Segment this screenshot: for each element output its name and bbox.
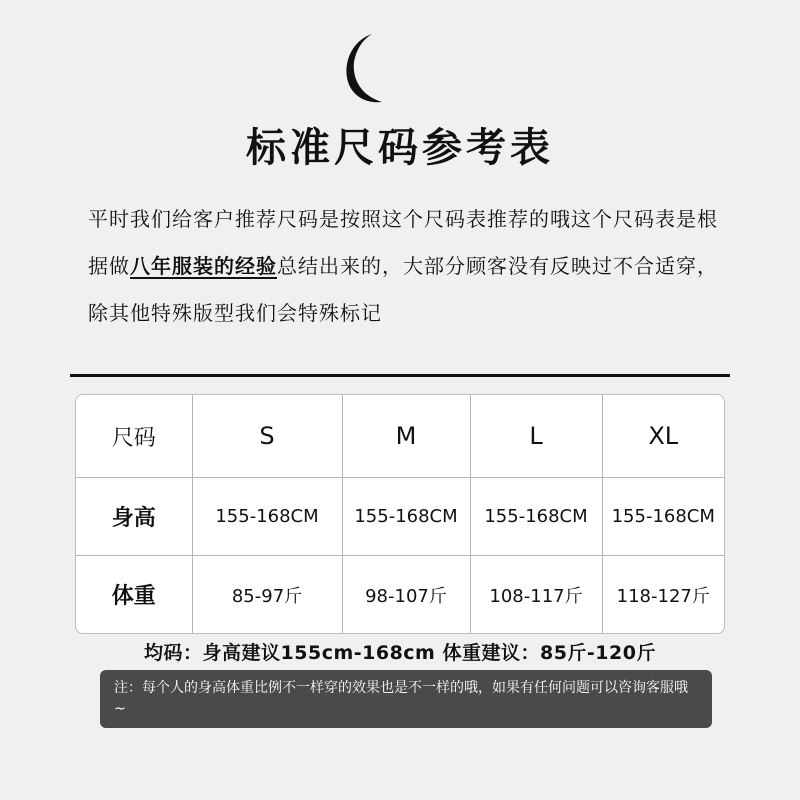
crescent-moon-icon — [338, 32, 388, 104]
table-row — [76, 556, 724, 634]
table-cell: 108-117斤 — [470, 556, 602, 634]
intro-part1: 平时我们给客户推荐尺码是按照这个尺码表推荐的哦这个尺码表是根据做 — [88, 207, 718, 278]
table-header-cell: XL — [602, 395, 724, 478]
table-cell: 98-107斤 — [342, 556, 470, 634]
row-label: 体重 — [76, 556, 192, 634]
table-cell: 155-168CM — [470, 478, 602, 556]
page-title: 标准尺码参考表 — [246, 125, 554, 171]
one-size-summary: 均码：身高建议155cm-168cm 体重建议：85斤-120斤 — [144, 642, 656, 664]
intro-text — [88, 196, 728, 337]
table-cell: 85-97斤 — [192, 556, 342, 634]
table-header-cell: 尺码 — [76, 395, 192, 478]
intro-emphasis: 八年服装的经验 — [130, 254, 277, 278]
size-table — [75, 394, 725, 634]
table-cell: 155-168CM — [192, 478, 342, 556]
note-box: 注：每个人的身高体重比例不一样穿的效果也是不一样的哦，如果有任何问题可以咨询客服哦~ — [100, 670, 712, 728]
table-header-cell: L — [470, 395, 602, 478]
table-header-cell: M — [342, 395, 470, 478]
row-label: 身高 — [76, 478, 192, 556]
table-cell: 118-127斤 — [616, 585, 710, 607]
table-cell: 155-168CM — [342, 478, 470, 556]
table-row — [76, 478, 724, 556]
intro-part2: 总结出来的，大部分顾客没有反映过不合适穿，除其他特殊版型我们会特殊标记 — [88, 254, 718, 325]
table-cell: 155-168CM — [602, 478, 724, 556]
table-header-row — [76, 395, 724, 478]
table-header-cell: S — [192, 395, 342, 478]
divider-line — [70, 374, 730, 377]
